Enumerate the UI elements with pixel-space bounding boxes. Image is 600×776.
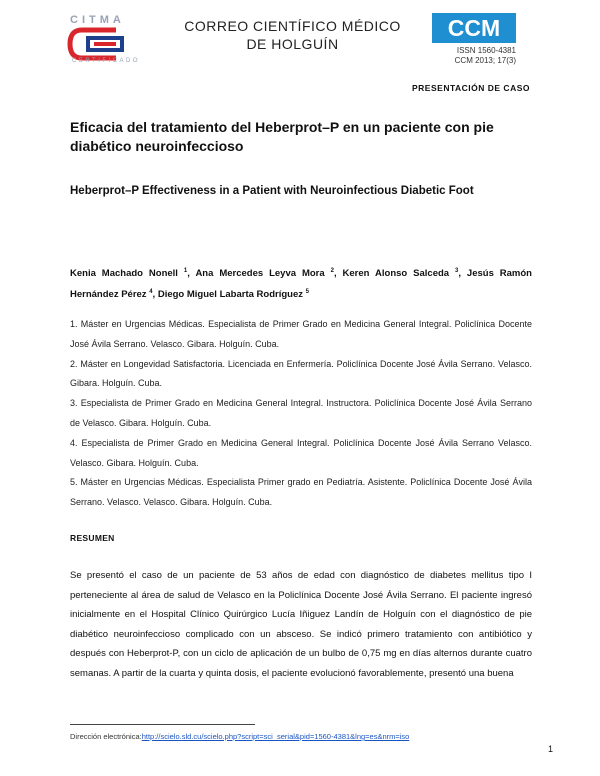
ccm-badge: CCM [432,13,516,43]
affiliation: 3. Especialista de Primer Grado en Medicina General Integral. Instructora. Policlínica Docente José Ávila Serrano de Velasco. Gibara. Holguín. Cuba. [70,398,532,428]
issn: ISSN 1560-4381 [456,46,516,55]
author-name: Keren Alonso Salceda [342,268,450,280]
author-sup: 4 [149,289,153,296]
title-english: Heberprot–P Effectiveness in a Patient with Neuroinfectious Diabetic Foot [70,185,474,197]
issn-block [420,46,516,66]
author-sup: 2 [330,268,334,274]
author-name: Ana Mercedes Leyva Mora [195,268,325,280]
footer-label: Dirección electrónica: [70,732,142,741]
volume: CCM 2013; 17(3) [454,56,516,65]
affiliation: 4. Especialista de Primer Grado en Medicina General Integral. Policlínica Docente José Ávila Serrano Velasco. Velasco. Gibara. Holguín. Cuba. [70,437,532,468]
author-sup: 3 [455,268,459,274]
affiliation: 5. Máster en Urgencias Médicas. Especialista Primer grado en Pediatría. Asistente. Policlínica Docente José Ávila Serrano. Velasco. Velasco. Gibara. Holguín. Cuba. [70,477,532,508]
author-name: Kenia Machado Nonell [70,268,178,280]
author-list: Kenia Machado Nonell $^1$, Ana Mercedes Leyva Mora $^2$, Keren Alonso Salceda $^3$, Jesús Ramón Hernández Pérez $^4$, Diego Miguel Labarta Rodríguez $^5$ [70,268,532,301]
affiliations [70,315,532,513]
page-number: 1 [548,744,554,754]
affiliation: 2. Máster en Longevidad Satisfactoria. Licenciada en Enfermería. Policlínica Docente José Ávila Serrano. Velasco. Gibara. Holguín. Cuba. [70,358,532,389]
author-sup: 5 [305,289,309,296]
section-label: PRESENTACIÓN DE CASO [412,83,530,93]
footer [70,732,409,741]
journal-url-link[interactable]: http://scielo.sld.cu/scielo.php?script=sci_serial&pid=1560-4381&lng=es&nrm=iso [141,732,410,741]
author-name: Jesús Ramón Hernández Pérez [70,268,532,301]
affiliation: 1. Máster en Urgencias Médicas. Especialista de Primer Grado en Medicina General Integral. Policlínica Docente José Ávila Serrano. Velasco. Gibara. Holguín. Cuba. [70,319,532,349]
resumen-heading: RESUMEN [70,533,115,543]
citma-logo-icon [66,26,128,62]
journal-name [160,17,425,53]
resumen-text: Se presentó el caso de un paciente de 53 años de edad con diagnóstico de diabetes mellitus tipo I perteneciente al área de salud de Velasco en la Policlínica Docente José Ávila Serrano. El paciente ingresó inicialmente en el Hospital Clínico Quirúrgico Lucía Iñiguez Landín de Holguín con el diagnóstico de pie diabético neuroinfeccioso complicado con un absceso. Se indicó primero tratamiento con antibiótico y después con Heberprot-P, con un ciclo de aplicación de un bulbo de 0,75 mg en días alternos durante cuatro semanas. A partir de la cuarta y quinta dosis, el paciente evolucionó favorablemente, presentó una buena [70,570,532,679]
logo-name: CITMA [70,14,125,26]
logo-subtitle: CERTIFICADO [72,58,141,64]
author-name: Diego Miguel Labarta Rodríguez [157,289,303,301]
title-spanish: Eficacia del tratamiento del Heberprot–P en un paciente con pie diabético neuroinfeccioso [70,119,494,154]
footer-rule [70,724,255,725]
journal-name-line2: DE HOLGUÍN [246,36,339,52]
journal-name-line1: CORREO CIENTÍFICO MÉDICO [184,18,401,34]
author-sup: 1 [183,268,188,274]
